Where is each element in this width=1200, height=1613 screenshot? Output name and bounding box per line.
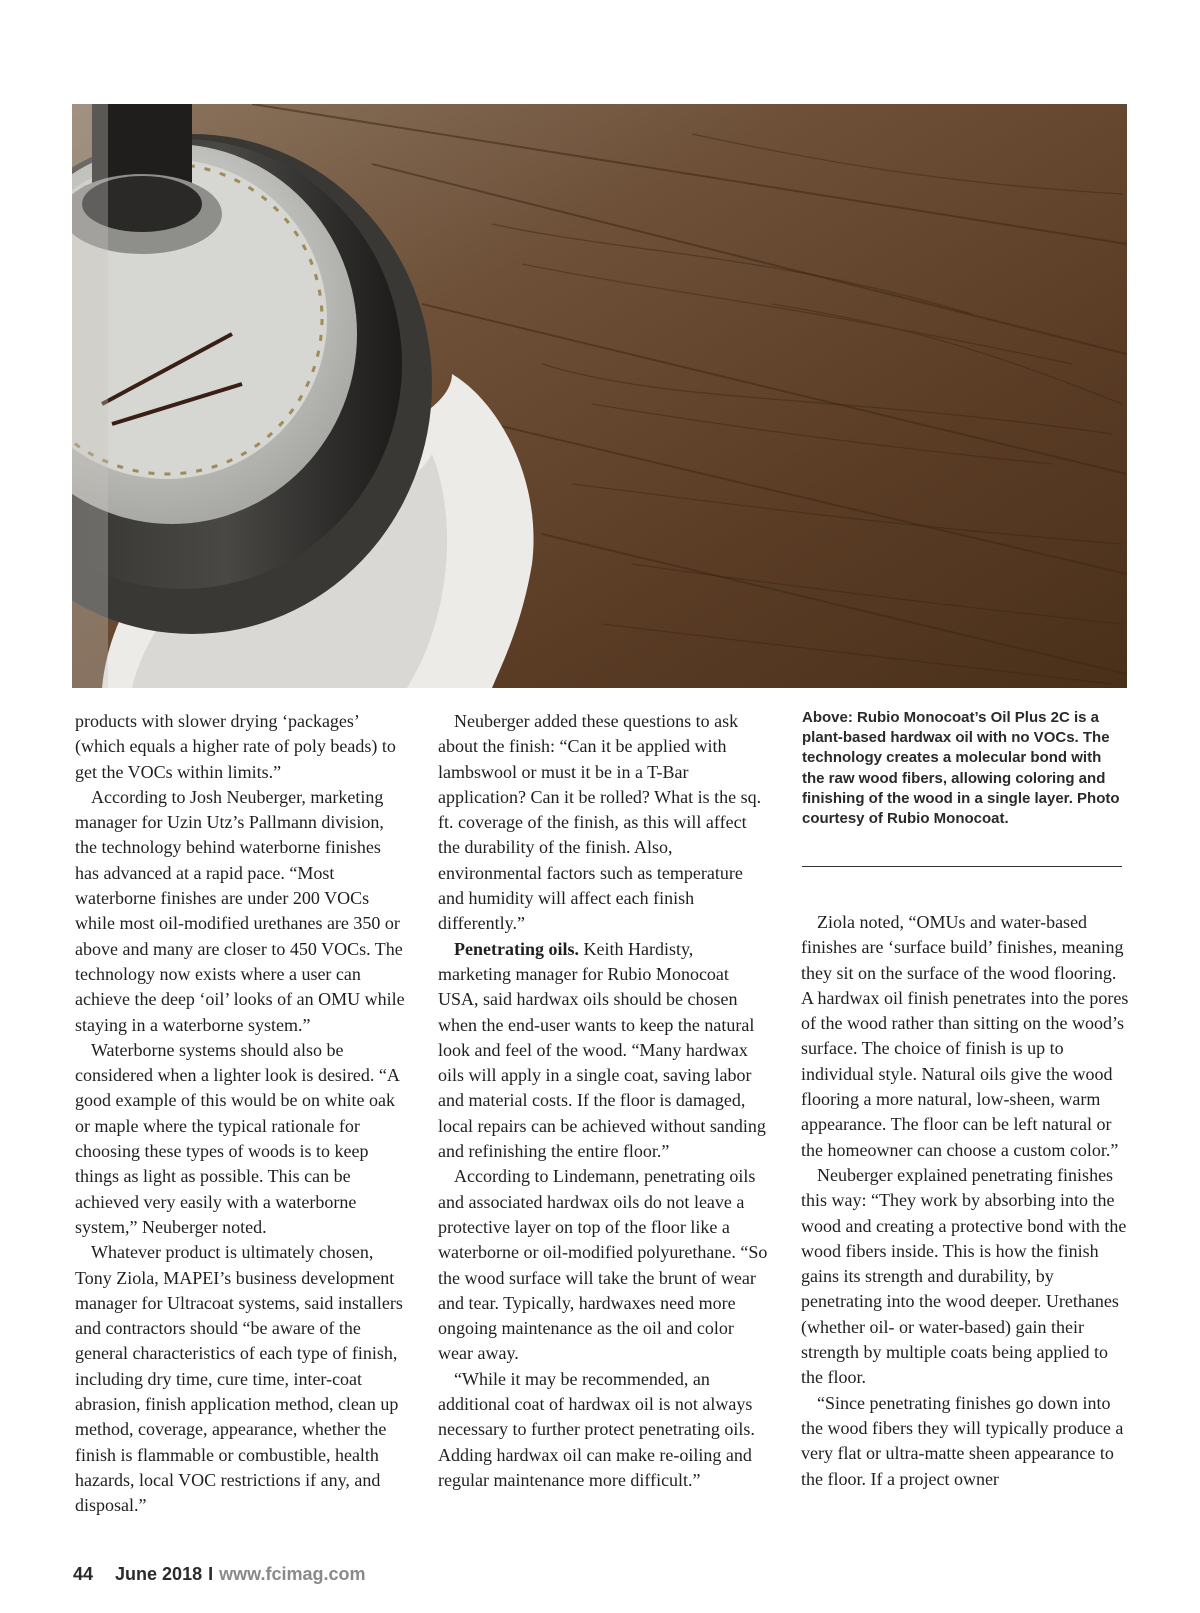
- paragraph: [438, 937, 768, 1165]
- paragraph: Whatever product is ultimately chosen, Tony Ziola, MAPEI’s business development manager for Ultracoat systems, said installers and contractors should “be aware of the general characteristics of each type of finish, including dry time, cure time, inter-coat abrasion, finish application method, clean up method, coverage, appearance, whether the finish is flammable or combustible, health hazards, local VOC restrictions if any, and disposal.”: [75, 1242, 403, 1516]
- paragraph: Neuberger explained penetrating finishes this way: “They work by absorbing into the wood and creating a protective bond with the wood fibers inside. This is how the finish gains its strength and durability, by penetrating into the wood deeper. Urethanes (whether oil- or water-based) gain their strength by multiple coats being applied to the floor.: [801, 1164, 1127, 1388]
- website-link[interactable]: www.fcimag.com: [219, 1564, 366, 1584]
- caption-divider: [802, 866, 1122, 867]
- paragraph: “While it may be recommended, an additional coat of hardwax oil is not always necessary to further protect penetrating oils. Adding hardwax oil can make re-oiling and regular maintenance more difficult.”: [438, 1368, 755, 1490]
- article-column-2: [438, 709, 768, 1493]
- footer-separator: I: [208, 1564, 214, 1584]
- article-column-1: [75, 709, 405, 1519]
- paragraph-body: Keith Hardisty, marketing manager for Rubio Monocoat USA, said hardwax oils should be chosen when the end-user wants to keep the natural look and feel of the wood. “Many hardwax oils will apply in a single coat, saving labor and material costs. If the floor is damaged, local repairs can be achieved without sanding and refinishing the entire floor.”: [438, 938, 766, 1162]
- paragraph: According to Lindemann, penetrating oils and associated hardwax oils do not leave a protective layer on top of the floor like a waterborne or oil-modified polyurethane. “So the wood surface will take the brunt of wear and tear. Typically, hardwaxes need more ongoing maintenance as the oil and color wear away.: [438, 1166, 768, 1364]
- article-column-3: [801, 910, 1131, 1492]
- article-photo: [72, 104, 1127, 688]
- paragraph: According to Josh Neuberger, marketing manager for Uzin Utz’s Pallmann division, the technology behind waterborne finishes has advanced at a rapid pace. “Most waterborne finishes are under 200 VOCs while most oil-modified urethanes are 350 or above and many are closer to 450 VOCs. The technology now exists where a user can achieve the deep ‘oil’ looks of an OMU while staying in a waterborne system.”: [75, 786, 405, 1035]
- paragraph: Neuberger added these questions to ask about the finish: “Can it be applied with lambswool or must it be in a T-Bar application? Can it be rolled? What is the sq. ft. coverage of the finish, as this will affect the durability of the finish. Also, environmental factors such as temperature and humidity will affect each finish differently.”: [438, 711, 762, 934]
- page-number: 44: [73, 1564, 94, 1584]
- paragraph: products with slower drying ‘packages’ (which equals a higher rate of poly beads) to get the VOCs within limits.”: [75, 711, 396, 782]
- floor-buffer-photo: [72, 104, 1127, 688]
- paragraph: Waterborne systems should also be considered when a lighter look is desired. “A good example of this would be on white oak or maple where the typical rationale for choosing these types of woods is to keep things as light as possible. This can be achieved very easily with a waterborne system,” Neuberger noted.: [75, 1039, 399, 1237]
- photo-caption: Above: Rubio Monocoat’s Oil Plus 2C is a plant-based hardwax oil with no VOCs. The technology creates a molecular bond with the raw wood fibers, allowing coloring and finishing of the wood in a single layer. Photo courtesy of Rubio Monocoat.: [802, 709, 1120, 828]
- section-subhead: Penetrating oils.: [454, 938, 579, 959]
- page-footer: [73, 1564, 365, 1585]
- paragraph: “Since penetrating finishes go down into the wood fibers they will typically produce a very flat or ultra-matte sheen appearance to the floor. If a project owner: [801, 1392, 1124, 1489]
- paragraph: Ziola noted, “OMUs and water-based finishes are ‘surface build’ finishes, meaning they sit on the surface of the wood flooring. A hardwax oil finish penetrates into the pores of the wood rather than sitting on the wood’s surface. The choice of finish is up to individual style. Natural oils give the wood flooring a more natural, low-sheen, warm appearance. The floor can be left natural or the homeowner can choose a custom color.”: [801, 912, 1129, 1160]
- issue-date: June 2018: [115, 1564, 203, 1584]
